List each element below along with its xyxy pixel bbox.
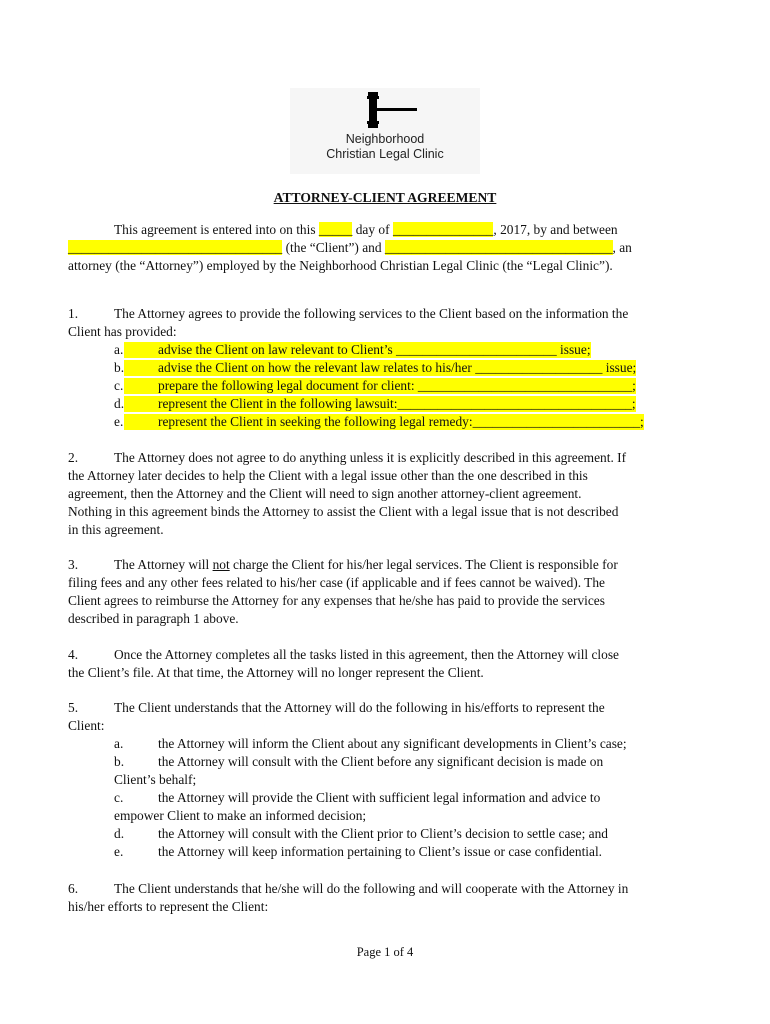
section-6-line-1: The Client understands that he/she will do the following and will cooperate with the Attorney in — [114, 881, 629, 896]
section-2-line-2: the Attorney later decides to help the Client with a legal issue other than the one described in this — [68, 468, 588, 483]
intro-text: day of — [352, 222, 393, 237]
section-3-line-2: filing fees and any other fees related to his/her case (if applicable and if fees cannot be waived). The — [68, 575, 606, 590]
service-item-letter: b. — [114, 360, 125, 375]
list-letter: a. — [114, 736, 124, 751]
section-4-line-2: the Client’s file. At that time, the Attorney will no longer represent the Client. — [68, 665, 484, 680]
section-3-text: The Attorney will — [114, 557, 213, 572]
page-number: Page 1 of 4 — [356, 945, 414, 959]
section-1-line-2: Client has provided: — [68, 324, 177, 339]
section-5-line-1: The Client understands that the Attorney will do the following in his/efforts to represent the — [114, 700, 605, 715]
attorney-duty-b-2: Client’s behalf; — [114, 772, 197, 787]
logo-text — [290, 132, 480, 162]
document-title: ATTORNEY-CLIENT AGREEMENT — [273, 190, 497, 205]
section-2-line-5: in this agreement. — [68, 522, 164, 537]
attorney-duty-c-1: the Attorney will provide the Client with sufficient legal information and advice to — [158, 790, 601, 805]
client-name-blank[interactable]: ________________________________ — [68, 240, 283, 255]
section-3-number: 3. — [68, 557, 79, 572]
service-item-letter: a. — [114, 342, 124, 357]
clinic-logo — [290, 88, 480, 174]
intro-text: This agreement is entered into on this — [114, 222, 319, 237]
intro-line-2 — [68, 240, 632, 256]
intro-line-1 — [114, 222, 618, 238]
section-4-number: 4. — [68, 647, 79, 662]
intro-text: , 2017, by and between — [493, 222, 618, 237]
section-4-line-1: Once the Attorney completes all the tasks listed in this agreement, then the Attorney will close — [114, 647, 619, 662]
service-item-letter: e. — [114, 414, 124, 429]
gavel-icon — [360, 90, 420, 138]
list-letter: b. — [114, 754, 125, 769]
section-6-line-2: his/her efforts to represent the Client: — [68, 899, 269, 914]
intro-text: , an — [612, 240, 632, 255]
section-1-number: 1. — [68, 306, 79, 321]
attorney-duty-d: the Attorney will consult with the Client prior to Client’s decision to settle case; and — [158, 826, 608, 841]
service-item-letter: d. — [114, 396, 125, 411]
month-blank[interactable]: _______________ — [392, 222, 494, 237]
service-item-letter: c. — [114, 378, 124, 393]
section-3-text: charge the Client for his/her legal services. The Client is responsible for — [229, 557, 618, 572]
attorney-name-blank[interactable]: __________________________________ — [384, 240, 613, 255]
section-5-line-2: Client: — [68, 718, 105, 733]
list-letter: d. — [114, 826, 125, 841]
section-3-line-4: described in paragraph 1 above. — [68, 611, 239, 626]
section-2-line-3: agreement, then the Attorney and the Client will need to sign another attorney-client agreement. — [68, 486, 582, 501]
day-blank[interactable]: _____ — [318, 222, 353, 237]
section-2-line-4: Nothing in this agreement binds the Attorney to assist the Client with a legal issue that is not described — [68, 504, 619, 519]
service-item-b[interactable]: advise the Client on how the relevant law relates to his/her ___________________ issue; — [124, 360, 636, 376]
section-3-line-3: Client agrees to reimburse the Attorney for any expenses that he/she has paid to provide the services — [68, 593, 605, 608]
service-item-e[interactable]: represent the Client in seeking the following legal remedy:_________________________; — [124, 414, 644, 430]
list-letter: c. — [114, 790, 124, 805]
logo-line-1: Neighborhood — [345, 132, 425, 146]
attorney-duty-a: the Attorney will inform the Client about any significant developments in Client’s case; — [158, 736, 627, 751]
service-item-d[interactable]: represent the Client in the following lawsuit:___________________________________; — [124, 396, 636, 412]
not-emphasis: not — [212, 557, 230, 572]
intro-line-3: attorney (the “Attorney”) employed by the Neighborhood Christian Legal Clinic (the “Legal Clinic”). — [68, 258, 613, 273]
section-2-line-1: The Attorney does not agree to do anything unless it is explicitly described in this agreement. If — [114, 450, 627, 465]
attorney-duty-e: the Attorney will keep information pertaining to Client’s issue or case confidential. — [158, 844, 603, 859]
section-3-line-1 — [114, 557, 618, 573]
attorney-duty-c-2: empower Client to make an informed decision; — [114, 808, 367, 823]
service-item-a[interactable]: advise the Client on law relevant to Client’s ________________________ issue; — [124, 342, 591, 358]
logo-line-2: Christian Legal Clinic — [326, 147, 444, 161]
list-letter: e. — [114, 844, 124, 859]
section-2-number: 2. — [68, 450, 79, 465]
attorney-duty-b-1: the Attorney will consult with the Client before any significant decision is made on — [158, 754, 604, 769]
section-5-number: 5. — [68, 700, 79, 715]
intro-text: (the “Client”) and — [282, 240, 385, 255]
section-1-line-1: The Attorney agrees to provide the following services to the Client based on the information the — [114, 306, 629, 321]
section-6-number: 6. — [68, 881, 79, 896]
service-item-c[interactable]: prepare the following legal document for client: ________________________________; — [124, 378, 636, 394]
